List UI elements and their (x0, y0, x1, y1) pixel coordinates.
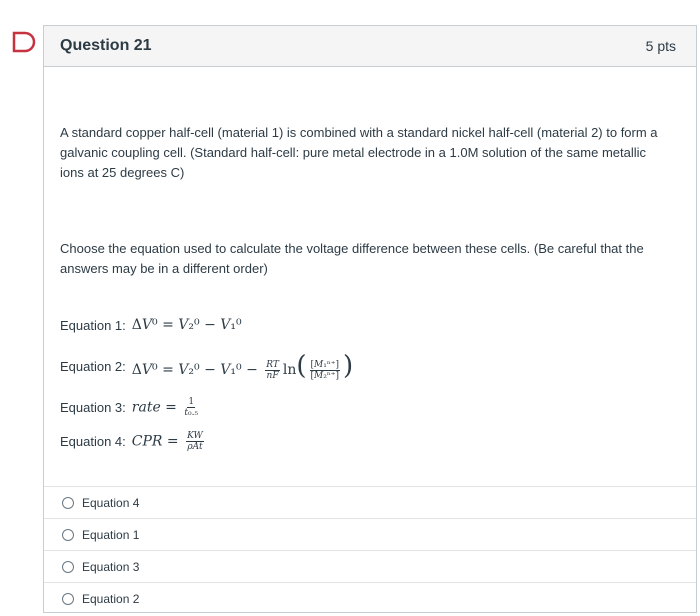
radio-button[interactable] (62, 529, 74, 541)
answer-option[interactable] (44, 550, 696, 582)
prompt-paragraph: A standard copper half-cell (material 1) is combined with a standard nickel half-cell (material 2) to form a galvanic coupling cell. (Standard half-cell: pure metal electrode in a 1.0M solution of the same metallic ions at 25 degrees C) (60, 125, 658, 180)
radio-button[interactable] (62, 561, 74, 573)
answer-option[interactable] (44, 486, 696, 518)
answer-label: Equation 4 (82, 495, 140, 510)
equation-label: Equation 3: (60, 400, 126, 415)
answer-option[interactable] (44, 582, 696, 614)
equation-label: Equation 1: (60, 317, 126, 333)
equation-2-formula: ΔV⁰ = V₂⁰ − V₁⁰ − $\frac{RT}{nF}$ ln( $\frac{\text{[M₁ⁿ⁺]}}{\text{[M₂ⁿ⁺]}}$ ) (131, 351, 354, 381)
equation-4-formula: CPR = $\frac{KW}{\text{ρAt}}$ (131, 431, 203, 452)
question-card (43, 25, 697, 613)
equation-3-formula: rate = $\frac{1}{\text{t₀.₅}}$ (131, 397, 199, 418)
equation-4 (60, 431, 207, 452)
answer-list (44, 486, 696, 614)
answer-label: Equation 3 (82, 559, 140, 574)
equation-label: Equation 2: (60, 359, 126, 375)
question-title: Question 21 (60, 37, 152, 54)
prompt-instruction: Choose the equation used to calculate the voltage difference between these cells. (Be careful that the answers may be in a different order) (60, 241, 644, 276)
equation-1-formula: ΔV⁰ = V₂⁰ − V₁⁰ (131, 317, 242, 333)
question-header (44, 26, 696, 67)
answer-label: Equation 1 (82, 527, 140, 542)
equation-1 (60, 317, 242, 333)
question-points: 5 pts (645, 38, 676, 54)
equation-2 (60, 353, 353, 381)
answer-label: Equation 2 (82, 591, 140, 606)
answer-option[interactable] (44, 518, 696, 550)
question-flag-icon[interactable] (11, 29, 39, 55)
radio-button[interactable] (62, 497, 74, 509)
equation-label: Equation 4: (60, 434, 126, 449)
equation-3 (60, 397, 201, 418)
radio-button[interactable] (62, 593, 74, 605)
